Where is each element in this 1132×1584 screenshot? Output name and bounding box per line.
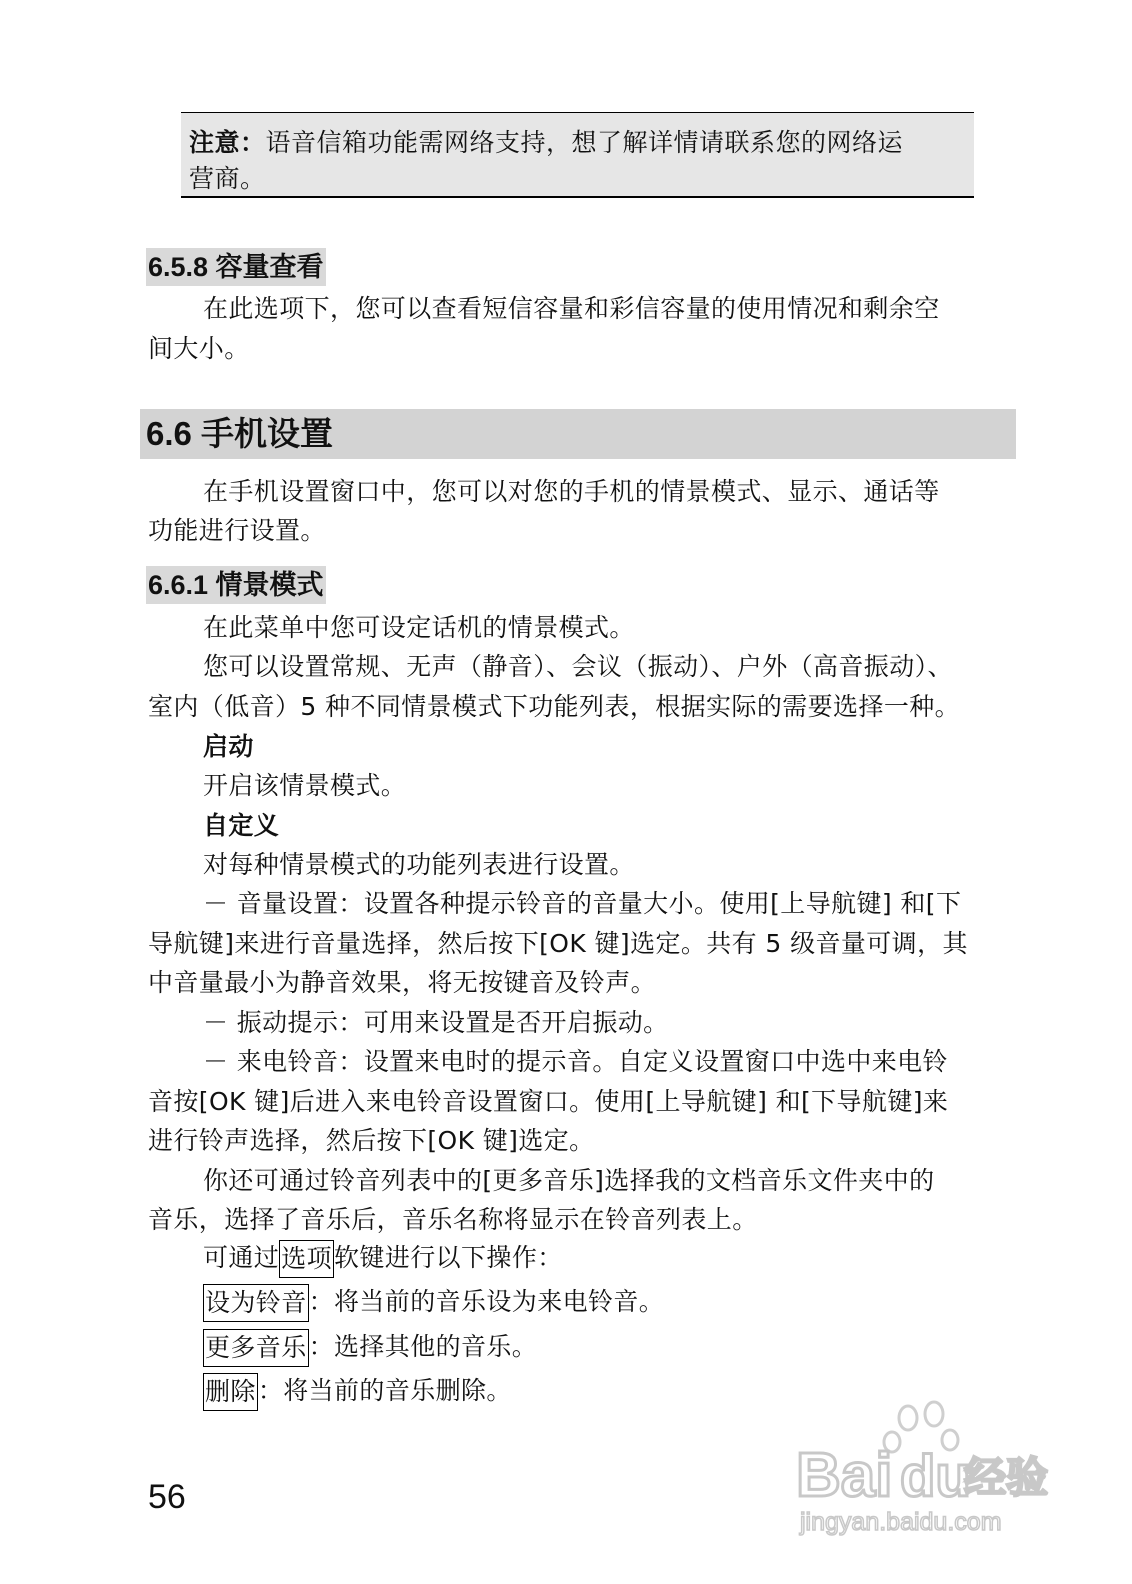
more-line-1: 你还可通过铃音列表中的[更多音乐]选择我的文档音乐文件夹中的 — [203, 1166, 935, 1195]
op-key-more-music: 更多音乐 — [203, 1329, 309, 1367]
note-line-2: 营商。 — [189, 164, 266, 193]
note-line-1 — [189, 123, 903, 159]
op-desc-set-ringtone: ：将当前的音乐设为来电铃音。 — [308, 1287, 665, 1316]
options-post: 软键进行以下操作： — [334, 1243, 563, 1272]
baidu-jingyan-watermark — [796, 1398, 1058, 1538]
s658-para-line-2: 间大小。 — [148, 334, 250, 363]
watermark-suffix: 经验 — [964, 1453, 1049, 1502]
s66-para-line-1: 在手机设置窗口中，您可以对您的手机的情景模式、显示、通话等 — [203, 477, 940, 506]
note-box — [181, 112, 974, 198]
heading-6-6: 6.6 手机设置 — [140, 409, 1016, 459]
op-desc-more-music: ：选择其他的音乐。 — [308, 1332, 538, 1361]
options-line — [203, 1240, 563, 1278]
op-set-ringtone — [203, 1284, 664, 1322]
vib-line: － 振动提示：可用来设置是否开启振动。 — [203, 1008, 669, 1037]
note-text-1: 语音信箱功能需网络支持，想了解详情请联系您的网络运 — [265, 128, 904, 157]
vol-line-3: 中音量最小为静音效果，将无按键音及铃声。 — [148, 968, 657, 997]
options-softkey: 选项 — [279, 1240, 334, 1278]
note-label: 注意： — [189, 128, 266, 157]
custom-title: 自定义 — [203, 811, 280, 840]
start-title: 启动 — [203, 732, 254, 761]
s661-line-1: 在此菜单中您可设定话机的情景模式。 — [203, 613, 635, 642]
s661-line-2: 您可以设置常规、无声（静音）、会议（振动）、户外（高音振动）、 — [203, 652, 953, 681]
watermark-brand-du: du — [900, 1444, 971, 1509]
s658-para-line-1: 在此选项下，您可以查看短信容量和彩信容量的使用情况和剩余空 — [203, 294, 940, 323]
ring-line-2: 音按[OK 键]后进入来电铃音设置窗口。使用[上导航键] 和[下导航键]来 — [148, 1087, 949, 1116]
heading-6-5-8: 6.5.8 容量查看 — [146, 248, 326, 286]
s661-line-3: 室内（低音）5 种不同情景模式下功能列表，根据实际的需要选择一种。 — [148, 692, 961, 721]
op-delete — [203, 1373, 512, 1411]
op-more-music — [203, 1329, 537, 1367]
watermark-url: jingyan.baidu.com — [800, 1508, 1002, 1536]
op-desc-delete: ：将当前的音乐删除。 — [257, 1376, 512, 1405]
options-pre: 可通过 — [203, 1243, 280, 1272]
ring-line-3: 进行铃声选择，然后按下[OK 键]选定。 — [148, 1126, 595, 1155]
vol-line-2: 导航键]来进行音量选择，然后按下[OK 键]选定。共有 5 级音量可调，其 — [148, 929, 968, 958]
vol-line-1: － 音量设置：设置各种提示铃音的音量大小。使用[上导航键] 和[下 — [203, 889, 962, 918]
ring-line-1: － 来电铃音：设置来电时的提示音。自定义设置窗口中选中来电铃 — [203, 1047, 948, 1076]
op-key-set-ringtone: 设为铃音 — [203, 1284, 309, 1322]
s66-para-line-2: 功能进行设置。 — [148, 516, 326, 545]
page-number: 56 — [148, 1478, 186, 1516]
start-desc: 开启该情景模式。 — [203, 771, 407, 800]
custom-desc: 对每种情景模式的功能列表进行设置。 — [203, 850, 635, 879]
heading-6-6-1: 6.6.1 情景模式 — [146, 566, 326, 604]
op-key-delete: 删除 — [203, 1373, 258, 1411]
more-line-2: 音乐，选择了音乐后，音乐名称将显示在铃音列表上。 — [148, 1205, 758, 1234]
watermark-brand: Bai — [796, 1441, 893, 1510]
